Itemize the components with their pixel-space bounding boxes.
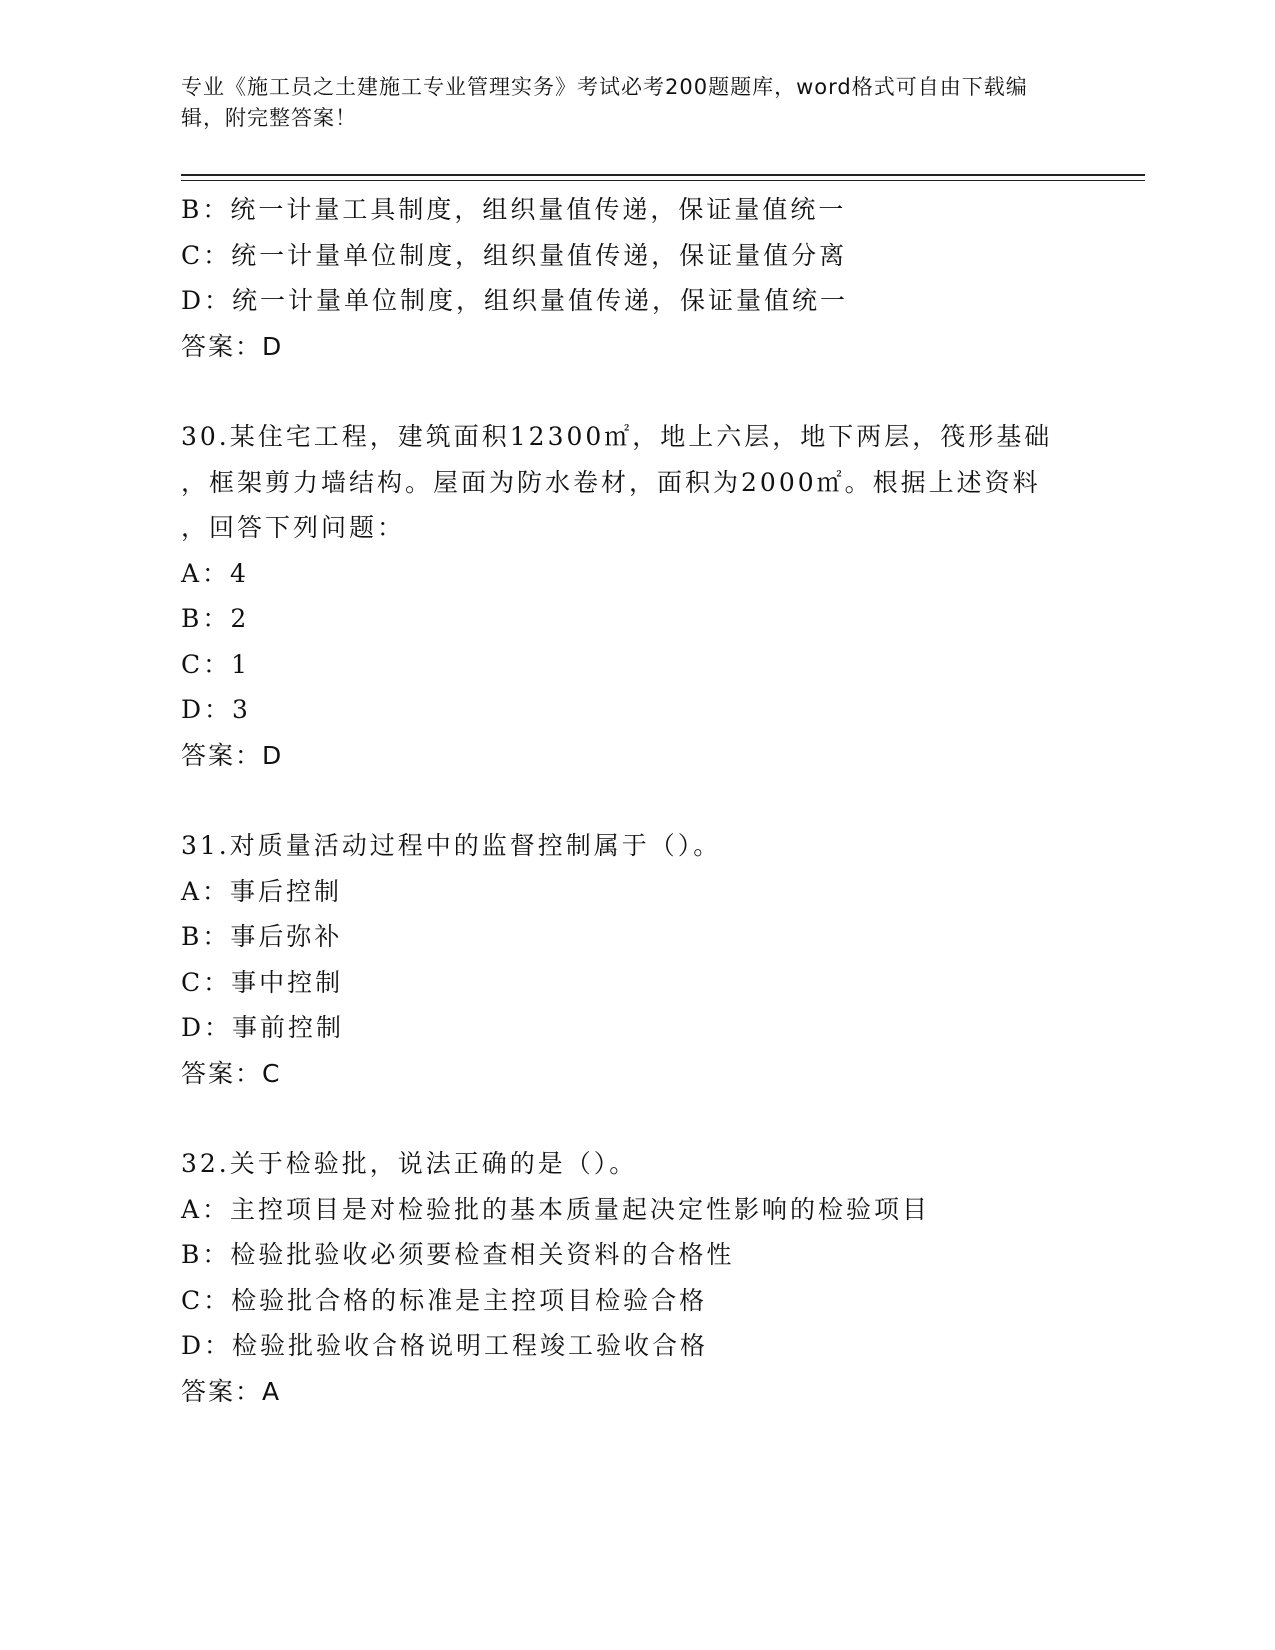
answer: 答案：D: [181, 740, 284, 770]
question-32: [181, 1141, 1081, 1414]
question-stem-line-2: ，框架剪力墙结构。屋面为防水卷材，面积为2000㎡。根据上述资料: [181, 467, 1041, 497]
option-b: B：事后弥补: [181, 922, 343, 951]
option-c: C：1: [181, 649, 251, 679]
option-a: A：事后控制: [181, 876, 343, 906]
option-c: C：事中控制: [181, 967, 344, 997]
question-stem: 32.关于检验批，说法正确的是（）。: [181, 1149, 638, 1178]
option-d: D：3: [181, 695, 251, 724]
option-d: D：事前控制: [181, 1013, 345, 1042]
question-30: [181, 414, 1081, 778]
spacer: [181, 369, 1081, 414]
answer: 答案：C: [181, 1058, 282, 1088]
option-a: A：4: [181, 558, 249, 588]
question-29-tail: [181, 187, 1081, 369]
option-a: A：主控项目是对检验批的基本质量起决定性影响的检验项目: [181, 1194, 931, 1224]
option-b: B：统一计量工具制度，组织量值传递，保证量值统一: [181, 195, 847, 224]
option-c: C：统一计量单位制度，组织量值传递，保证量值分离: [181, 240, 848, 270]
question-stem: 31.对质量活动过程中的监督控制属于（）。: [181, 831, 722, 860]
option-d: D：统一计量单位制度，组织量值传递，保证量值统一: [181, 286, 849, 315]
question-31: [181, 823, 1081, 1096]
spacer: [181, 1096, 1081, 1141]
answer: 答案：D: [181, 331, 284, 361]
question-content: [181, 187, 1081, 1414]
question-stem-line-1: 30.某住宅工程，建筑面积12300㎡，地上六层，地下两层，筏形基础: [181, 422, 1053, 451]
option-c: C：检验批合格的标准是主控项目检验合格: [181, 1285, 708, 1315]
option-b: B：检验批验收必须要检查相关资料的合格性: [181, 1240, 735, 1269]
answer: 答案：A: [181, 1376, 282, 1406]
option-b: B：2: [181, 604, 250, 633]
header-rule-thin: [181, 180, 1145, 181]
document-header: 专业《施工员之土建施工专业管理实务》考试必考200题题库，word格式可自由下载编辑，附完整答案！: [181, 75, 1028, 130]
option-d: D：检验批验收合格说明工程竣工验收合格: [181, 1331, 709, 1360]
question-stem-line-3: ，回答下列问题：: [181, 513, 406, 542]
header-rule-thick: [181, 174, 1145, 176]
spacer: [181, 778, 1081, 823]
